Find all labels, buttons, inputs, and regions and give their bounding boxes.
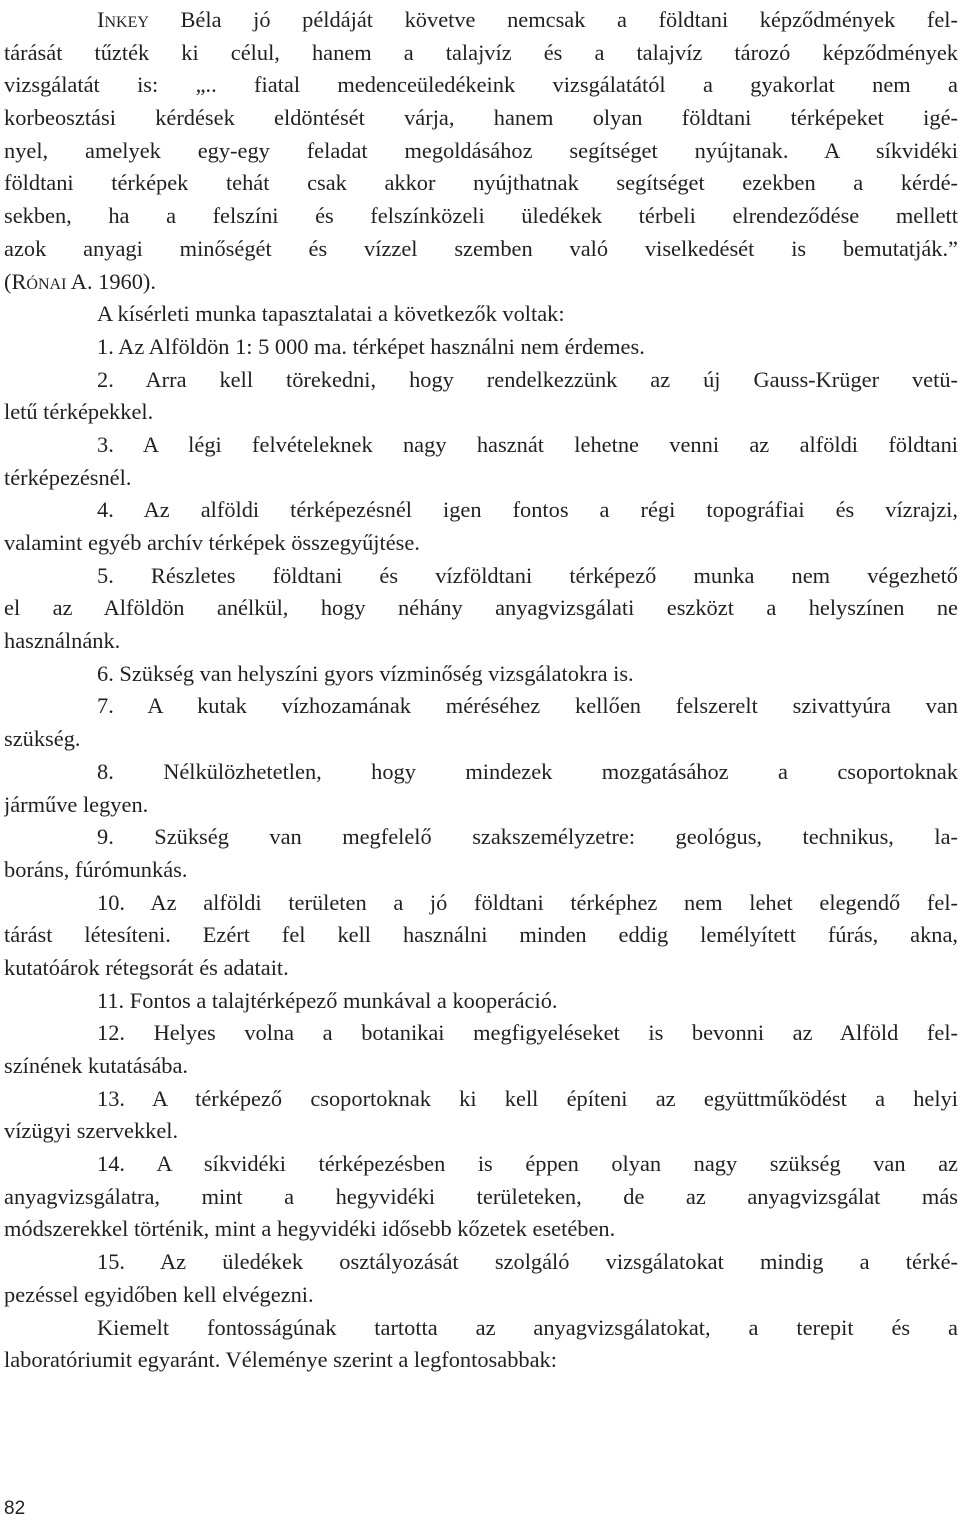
- text-line: azok anyagi minőségét és vízzel szemben való viselkedését is bemutatják.”: [4, 235, 958, 261]
- citation-author-smallcaps: Rónai: [11, 268, 67, 294]
- list-item: 1. Az Alföldön 1: 5 000 ma. térképet használni nem érdemes.: [97, 333, 645, 359]
- list-item: 2. Arra kell törekedni, hogy rendelkezzünk az új Gauss-Krüger vetü-: [97, 366, 958, 392]
- text-line: korbeosztási kérdések eldöntését várja, hanem olyan földtani térképeket igé-: [4, 105, 958, 131]
- list-item: 12. Helyes volna a botanikai megfigyeléseket is bevonni az Alföld fel-: [97, 1020, 958, 1046]
- page-number: 82: [4, 1498, 26, 1519]
- text-line: kutatóárok rétegsorát és adatait.: [4, 954, 289, 980]
- list-item: 13. A térképező csoportoknak ki kell építeni az együttműködést a helyi: [97, 1085, 958, 1111]
- text-line: vizsgálatát is: „.. fiatal medenceüledékeink vizsgálatától a gyakorlat nem a: [4, 72, 958, 98]
- text-line: tárását tűzték ki célul, hanem a talajvíz és a talajvíz tározó képződmények: [4, 39, 958, 65]
- line-text: A. 1960).: [66, 268, 156, 294]
- list-item: 10. Az alföldi területen a jó földtani térképhez nem lehet elegendő fel-: [97, 889, 958, 915]
- text-line: [4, 266, 958, 299]
- text-line: laboratóriumit egyaránt. Véleménye szerint a legfontosabbak:: [4, 1347, 557, 1373]
- line-text: Béla jó példáját követve nemcsak a földtani képződmények fel-: [148, 7, 958, 32]
- text-line: használnánk.: [4, 628, 121, 654]
- text-line: földtani térképek tehát csak akkor nyújthatnak segítséget ezekben a kérdé-: [4, 170, 958, 196]
- text-line: A kísérleti munka tapasztalatai a következők voltak:: [97, 301, 565, 327]
- text-line: tárást létesíteni. Ezért fel kell használni minden eddig lemélyített fúrás, akna,: [4, 922, 958, 948]
- text-line: módszerekkel történik, mint a hegyvidéki idősebb kőzetek esetében.: [4, 1216, 616, 1242]
- text-line: járműve legyen.: [4, 791, 149, 817]
- text-line: sekben, ha a felszíni és felszínközeli üledékek térbeli elrendeződése mellett: [4, 203, 958, 229]
- text-line: nyel, amelyek egy-egy feladat megoldásához segítséget nyújtanak. A síkvidéki: [4, 137, 958, 163]
- list-item: 8. Nélkülözhetetlen, hogy mindezek mozgatásához a csoportoknak: [97, 758, 958, 784]
- list-item: 6. Szükség van helyszíni gyors vízminőség vizsgálatokra is.: [97, 660, 634, 686]
- list-item: 7. A kutak vízhozamának méréséhez kellően felszerelt szivattyúra van: [97, 693, 958, 719]
- list-item: 3. A légi felvételeknek nagy hasznát lehetne venni az alföldi földtani: [97, 431, 958, 457]
- list-item: 14. A síkvidéki térképezésben is éppen olyan nagy szükség van az: [97, 1151, 958, 1177]
- text-line: [4, 4, 958, 37]
- text-line: valamint egyéb archív térképek összegyűjtése.: [4, 530, 420, 555]
- author-name-smallcaps: Inkey: [97, 7, 149, 32]
- list-item: 11. Fontos a talajtérképező munkával a kooperáció.: [97, 987, 558, 1013]
- text-line: anyagvizsgálatra, mint a hegyvidéki területeken, de az anyagvizsgálat más: [4, 1183, 958, 1209]
- text-line: színének kutatásába.: [4, 1053, 189, 1078]
- list-item: 9. Szükség van megfelelő szakszemélyzetre: geológus, technikus, la-: [97, 824, 958, 850]
- text-line: boráns, fúrómunkás.: [4, 856, 188, 882]
- text-line: szükség.: [4, 726, 81, 752]
- line-text: (: [4, 268, 12, 294]
- text-line: letű térképekkel.: [4, 399, 154, 425]
- text-line: pezéssel egyidőben kell elvégezni.: [4, 1281, 314, 1307]
- list-item: 4. Az alföldi térképezésnél igen fontos a régi topográfiai és vízrajzi,: [97, 497, 958, 523]
- text-line: el az Alföldön anélkül, hogy néhány anyagvizsgálati eszközt a helyszínen ne: [4, 595, 958, 621]
- list-item: 15. Az üledékek osztályozását szolgáló vizsgálatokat mindig a térké-: [97, 1249, 958, 1275]
- body-text: [4, 4, 958, 1377]
- text-line: vízügyi szervekkel.: [4, 1118, 179, 1144]
- text-line: térképezésnél.: [4, 464, 132, 490]
- text-line: Kiemelt fontosságúnak tartotta az anyagvizsgálatokat, a terepit és a: [97, 1314, 958, 1340]
- list-item: 5. Részletes földtani és vízföldtani térképező munka nem végezhető: [97, 562, 958, 588]
